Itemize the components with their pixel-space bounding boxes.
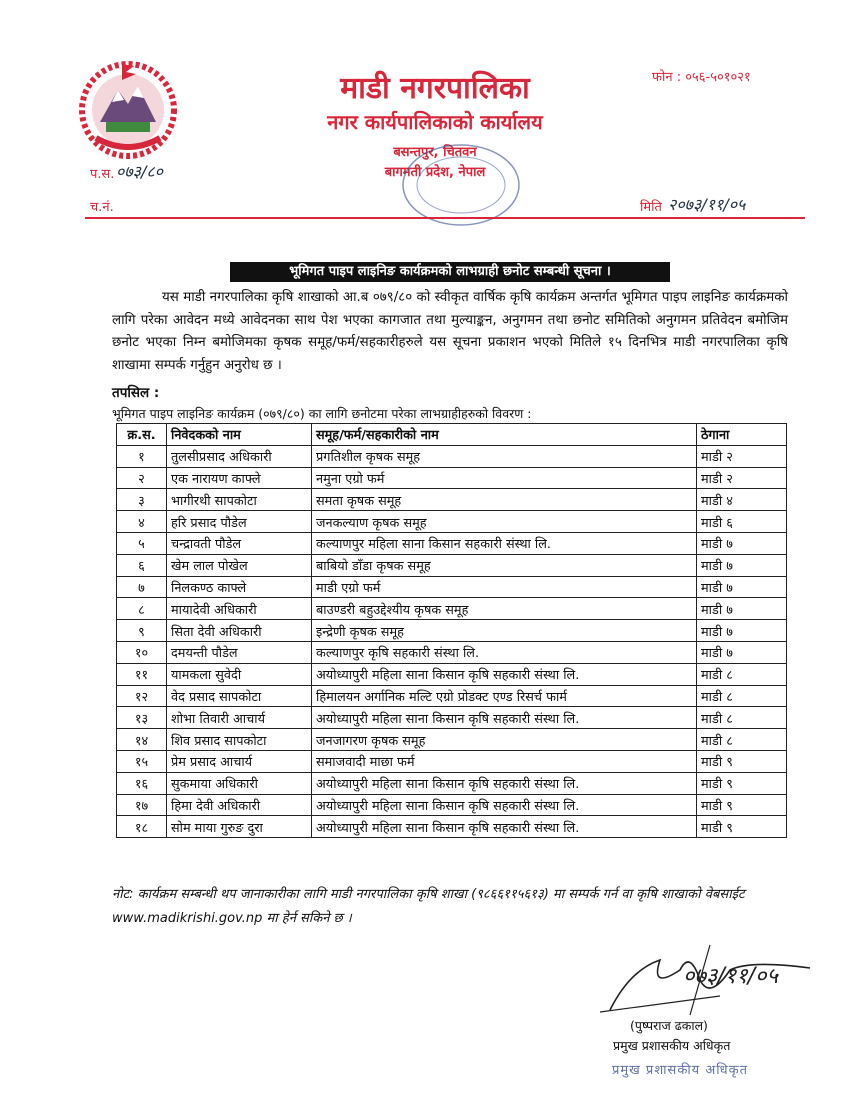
notice-paragraph [112, 287, 788, 377]
cell-applicant-name: हरि प्रसाद पौडेल [167, 511, 312, 533]
table-row [117, 620, 787, 642]
cell-applicant-name: एक नारायण काफ्ले [167, 467, 312, 489]
table-row [117, 750, 787, 772]
table-header-row [117, 424, 787, 446]
phone-number: फोन : ०५६-५०१०२१ [652, 70, 751, 85]
table-row [117, 445, 787, 467]
cell-address: माडी ९ [697, 772, 787, 794]
cell-group-name: अयोध्यापुरी महिला साना किसान कृषि सहकारी संस्था लि. [312, 707, 697, 729]
header-divider [85, 217, 805, 219]
cell-address: माडी ७ [697, 620, 787, 642]
cell-applicant-name: तुलसीप्रसाद अधिकारी [167, 445, 312, 467]
cell-group-name: इन्द्रेणी कृषक समूह [312, 620, 697, 642]
cn-label: च.नं. [90, 200, 114, 215]
header-address: ठेगाना [697, 424, 787, 446]
cell-group-name: माडी एग्रो फर्म [312, 576, 697, 598]
table-row [117, 598, 787, 620]
notice-paragraph-text: यस माडी नगरपालिका कृषि शाखाको आ.ब ०७९/८० को स्वीकृत वार्षिक कृषि कार्यक्रम अन्तर्गत भूमिगत पाइप लाइनिङ कार्यक्रमको लागि परेका आवेदन मध्ये आवेदनका साथ पेश भएका कागजात तथा मुल्याङ्कन, अनुगमन तथा छनोट समितिको अनुगमन प्रतिवेदन बमोजिम छनोट भएका निम्न बमोजिमका कृषक समूह/फर्म/सहकारीहरुले यस सूचना प्रकाशन भएको मितिले १५ दिनभित्र माडी नगरपालिका कृषि शाखामा सम्पर्क गर्नुहुन अनुरोध छ । [112, 290, 788, 373]
cell-address: माडी ७ [697, 576, 787, 598]
notice-heading: भूमिगत पाइप लाइनिङ कार्यक्रमको लाभग्राही छनोट सम्बन्धी सूचना । [230, 262, 670, 282]
cell-group-name: अयोध्यापुरी महिला साना किसान कृषि सहकारी संस्था लि. [312, 794, 697, 816]
ps-label: प.स. [90, 167, 115, 182]
cell-serial: ६ [117, 554, 167, 576]
cell-serial: १० [117, 641, 167, 663]
table-row [117, 707, 787, 729]
table-caption: भूमिगत पाइप लाइनिङ कार्यक्रम (०७९/८०) का लागि छनोटमा परेका लाभग्राहीहरुको विवरण : [112, 406, 532, 421]
footer-note: नोट: कार्यक्रम सम्बन्धी थप जानाकारीका लागि माडी नगरपालिका कृषि शाखा (९८६६११५६१३) मा सम्पर्क गर्न वा कृषि शाखाको वेबसाईट www.madikrishi.gov.np मा हेर्न सकिने छ । [112, 887, 745, 926]
cell-address: माडी ७ [697, 532, 787, 554]
cell-group-name: कल्याणपुर कृषि सहकारी संस्था लि. [312, 641, 697, 663]
cell-serial: १२ [117, 685, 167, 707]
cell-address: माडी ६ [697, 511, 787, 533]
cell-group-name: कल्याणपुर महिला साना किसान सहकारी संस्था लि. [312, 532, 697, 554]
cell-address: माडी २ [697, 467, 787, 489]
beneficiary-table [116, 423, 787, 838]
cell-address: माडी ७ [697, 641, 787, 663]
cell-serial: १५ [117, 750, 167, 772]
cell-group-name: अयोध्यापुरी महिला साना किसान कृषि सहकारी संस्था लि. [312, 663, 697, 685]
signatory-name: (पुष्पराज ढकाल) [630, 1018, 708, 1033]
cell-serial: ११ [117, 663, 167, 685]
cell-applicant-name: शोभा तिवारी आचार्य [167, 707, 312, 729]
table-row [117, 511, 787, 533]
cell-applicant-name: वेद प्रसाद सापकोटा [167, 685, 312, 707]
signature-date: ०७३/११/०५ [683, 964, 778, 989]
cell-serial: १ [117, 445, 167, 467]
table-row [117, 641, 787, 663]
table-row [117, 576, 787, 598]
cell-group-name: जनजागरण कृषक समूह [312, 729, 697, 751]
cell-applicant-name: शिव प्रसाद सापकोटा [167, 729, 312, 751]
cell-applicant-name: चन्द्रावती पौडेल [167, 532, 312, 554]
cell-address: माडी ९ [697, 794, 787, 816]
signatory-title: प्रमुख प्रशासकीय अधिकृत [613, 1038, 731, 1053]
org-title: माडी नगरपालिका [340, 71, 530, 106]
tapasil-label: तपसिल : [112, 385, 160, 401]
header-applicant-name: निवेदकको नाम [167, 424, 312, 446]
cell-serial: १४ [117, 729, 167, 751]
signatory-stamp: प्रमुख प्रशासकीय अधिकृत [612, 1063, 749, 1078]
header-serial: क्र.स. [117, 424, 167, 446]
cell-address: माडी ८ [697, 729, 787, 751]
cell-group-name: जनकल्याण कृषक समूह [312, 511, 697, 533]
cell-serial: १८ [117, 816, 167, 838]
table-row [117, 685, 787, 707]
cell-address: माडी ८ [697, 663, 787, 685]
cell-address: माडी ८ [697, 707, 787, 729]
cell-applicant-name: निलकण्ठ काफ्ले [167, 576, 312, 598]
nepal-emblem-icon [78, 60, 178, 160]
date-value: २०७३/११/०५ [668, 195, 746, 214]
cell-group-name: अयोध्यापुरी महिला साना किसान कृषि सहकारी संस्था लि. [312, 816, 697, 838]
cell-address: माडी ९ [697, 750, 787, 772]
date-label: मिति [640, 200, 662, 215]
org-address-line2: बागमती प्रदेश, नेपाल [384, 165, 486, 180]
cell-applicant-name: दमयन्ती पौडेल [167, 641, 312, 663]
cell-applicant-name: प्रेम प्रसाद आचार्य [167, 750, 312, 772]
cell-applicant-name: सुकमाया अधिकारी [167, 772, 312, 794]
cell-serial: ७ [117, 576, 167, 598]
cell-group-name: हिमालयन अर्गानिक मल्टि एग्रो प्रोडक्ट एण्ड रिसर्च फार्म [312, 685, 697, 707]
table-row [117, 489, 787, 511]
cell-serial: ४ [117, 511, 167, 533]
cell-address: माडी ७ [697, 554, 787, 576]
table-row [117, 467, 787, 489]
table-row [117, 772, 787, 794]
cell-serial: १७ [117, 794, 167, 816]
cell-applicant-name: खेम लाल पोखेल [167, 554, 312, 576]
header-group-name: समूह/फर्म/सहकारीको नाम [312, 424, 697, 446]
cell-serial: ३ [117, 489, 167, 511]
cell-group-name: प्रगतिशील कृषक समूह [312, 445, 697, 467]
cell-applicant-name: यामकला सुवेदी [167, 663, 312, 685]
table-row [117, 663, 787, 685]
cell-group-name: नमुना एग्रो फर्म [312, 467, 697, 489]
org-subtitle: नगर कार्यपालिकाको कार्यालय [327, 110, 543, 134]
cell-group-name: बाउण्डरी बहुउद्देश्यीय कृषक समूह [312, 598, 697, 620]
cell-address: माडी ९ [697, 816, 787, 838]
cell-serial: १३ [117, 707, 167, 729]
cell-address: माडी ७ [697, 598, 787, 620]
cell-group-name: अयोध्यापुरी महिला साना किसान कृषि सहकारी संस्था लि. [312, 772, 697, 794]
table-row [117, 794, 787, 816]
cell-group-name: बाबियो डाँडा कृषक समूह [312, 554, 697, 576]
cell-applicant-name: भागीरथी सापकोटा [167, 489, 312, 511]
cell-serial: २ [117, 467, 167, 489]
cell-serial: ९ [117, 620, 167, 642]
cell-address: माडी २ [697, 445, 787, 467]
cell-serial: ५ [117, 532, 167, 554]
cell-group-name: समाजवादी माछा फर्म [312, 750, 697, 772]
cell-applicant-name: मायादेवी अधिकारी [167, 598, 312, 620]
table-row [117, 729, 787, 751]
table-row [117, 532, 787, 554]
table-row [117, 554, 787, 576]
cell-serial: १६ [117, 772, 167, 794]
cell-applicant-name: सोम माया गुरुङ दुरा [167, 816, 312, 838]
cell-serial: ८ [117, 598, 167, 620]
cell-applicant-name: सिता देवी अधिकारी [167, 620, 312, 642]
cell-address: माडी ८ [697, 685, 787, 707]
org-address-line1: बसन्तपुर, चितवन [393, 145, 477, 160]
cell-group-name: समता कृषक समूह [312, 489, 697, 511]
ps-value: ०७३/८० [116, 162, 163, 181]
cell-applicant-name: हिमा देवी अधिकारी [167, 794, 312, 816]
cell-address: माडी ४ [697, 489, 787, 511]
table-row [117, 816, 787, 838]
